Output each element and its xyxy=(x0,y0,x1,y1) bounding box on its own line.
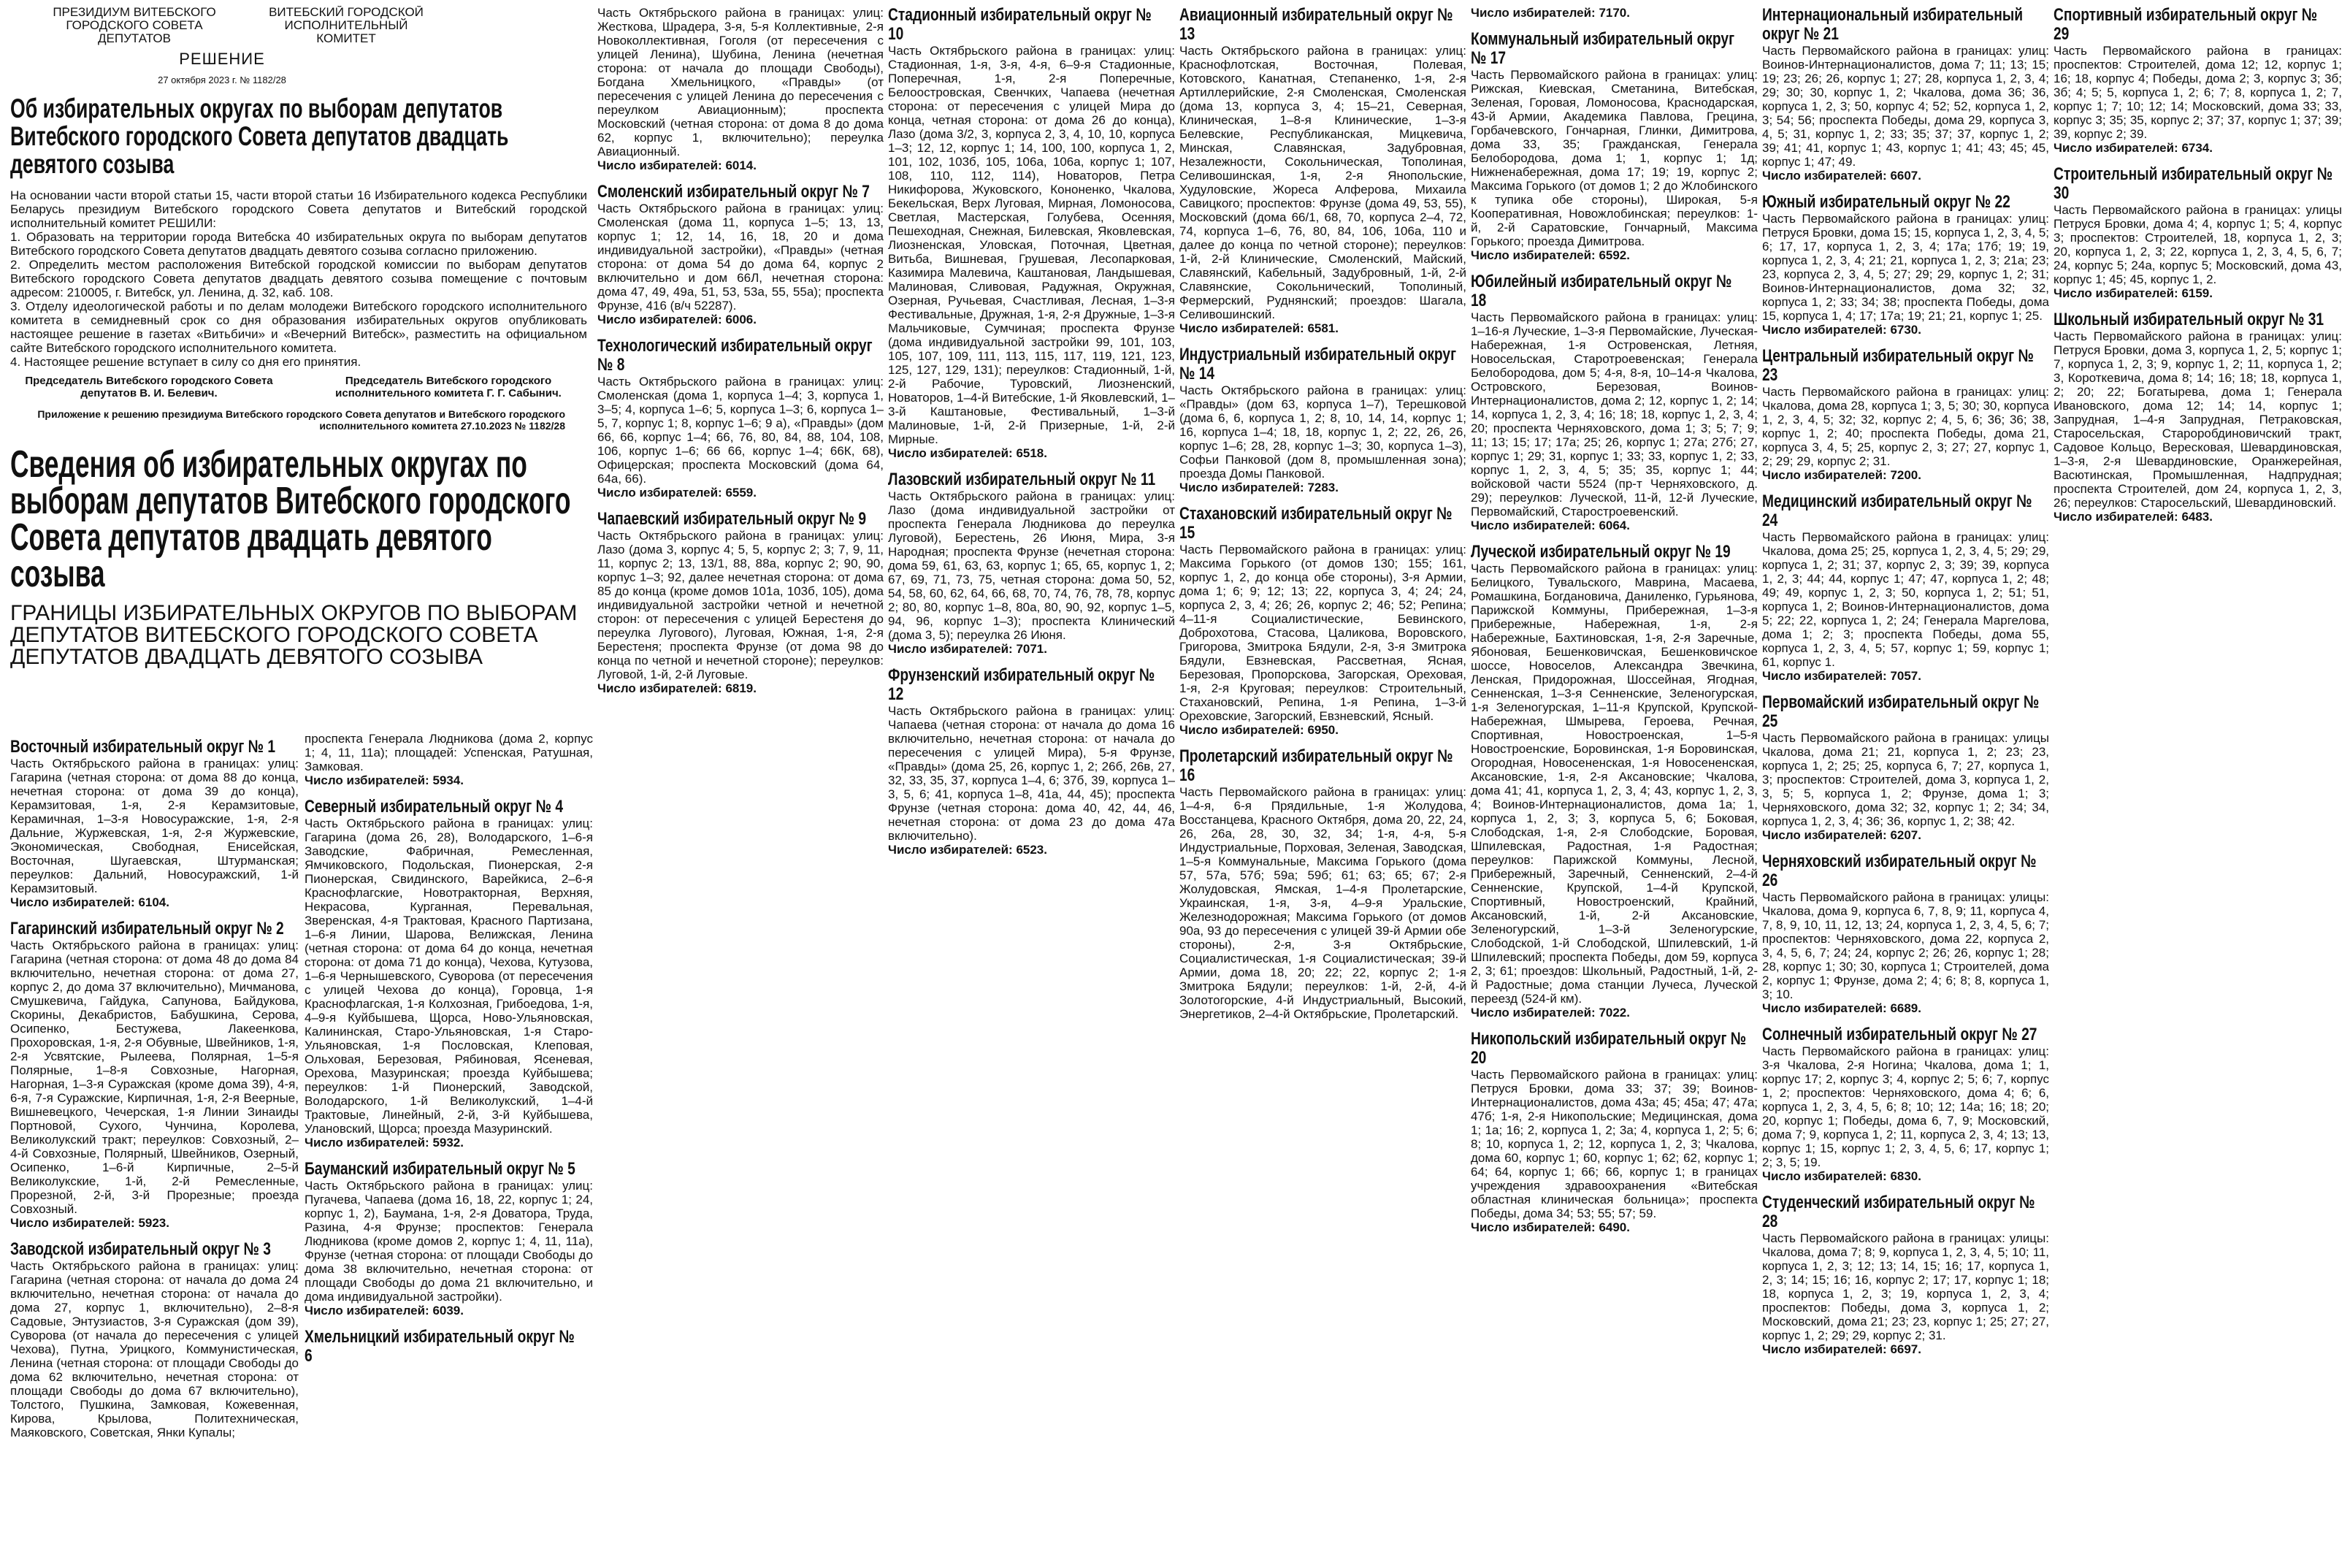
district-voters: Число избирателей: 6207. xyxy=(1762,828,1921,842)
district-text: Часть Первомайского района в границах: улицы: Чкалова, дома 7; 8; 9, корпуса 1, 2, 3, 4, 5; 10; 11, корпуса 1, 2, 3; 12; 13; 14, 15; 16; 17, корпуса 1, 2, 3; 14; 15; 16; 16, корпус 2; 17; 17, корпус 1; 18; 18, корпуса 1, 2, 3; 19, корпуса 1, 2, 3, 4; проспектов: Победы, дома 3, корпуса 1, 2; Московский, дома 21; 23; 23, корпус 1; 25; 27; 27, корпус 1, 2; 29; 29, корпус 2; 31. xyxy=(1762,1231,2049,1342)
district-name: Стахановский избирательный округ № 15 xyxy=(1179,504,1453,543)
district-text: Часть Октябрьского района в границах: улиц: Смоленская (дома 11, корпуса 1–5; 13, 13, корпус 1; 12, 14, 16, 18, 20 и дома индивидуальной застройки), «Правды» (четная сторона: от дома 54 до дома 64, корпус 2 включительно и дом 66Л, нечетная сторона: дома 47, 49, 49а, 51, 53, 53а, 55, 55а); проспекта Фрунзе, 416 (в/ч 52287). xyxy=(597,202,884,313)
district-name: Чапаевский избирательный округ № 9 xyxy=(597,509,867,529)
annex-note: Приложение к решению президиума Витебского городского Совета депутатов и Витебского городского исполнительного комитета 27.10.2023 № 1182/28 xyxy=(37,408,565,432)
district-voters: Число избирателей: 6734. xyxy=(2054,141,2213,155)
decree-heading xyxy=(69,50,375,88)
district xyxy=(1762,1193,2049,1356)
district-voters: Число избирателей: 6689. xyxy=(1762,1001,1921,1015)
district-text: Часть Первомайского района в границах: улиц: Петруся Бровки, дома 3, корпуса 1, 2, 5; корпус 1; 7, корпуса 1, 2, 3; 9, корпус 1, 2; 11, корпуса 1, 2; 3, Короткевича, дома 8; 14; 16; 18; 18, корпуса 1, 2; 20; 22; Богатырева, дома 1; Генерала Ивановского, дома 12; 14; 14, корпус 1; Запрудная, 1–4-я Запрудная, Петраковская, Старосельская, Староробдиновичский тракт, Садовое Кольцо, Вересковая, Шевардиновская, 1–3-я, 2-я Шевардиновские, Оранжерейная, Васютинская, Промышленная, Надпрудная; проспекта Строителей, дом 24, корпуса 1, 2, 3, 26; переулков: Старосельский, Шевардиновский. xyxy=(2054,329,2342,510)
district-name: Строительный избирательный округ № 30 xyxy=(2054,164,2333,203)
masthead xyxy=(47,6,434,45)
district xyxy=(1762,347,2049,482)
district xyxy=(1471,1030,1758,1234)
district-name: Фрунзенский избирательный округ № 12 xyxy=(888,665,1155,704)
district-name: Школьный избирательный округ № 31 xyxy=(2054,310,2324,329)
district-name: Медицинский избирательный округ № 24 xyxy=(1762,492,2032,530)
district-voters: Число избирателей: 6730. xyxy=(1762,323,1921,337)
district-text: Часть Первомайского района в границах: улиц: 3-я Чкалова, 2-я Ногина; Чкалова, дома 1; 1, корпус 17; 2, корпус 3; 4, корпус 2; 5; 6; 7, корпус 1, 2; проспектов: Черняховского, дома 4; 6; 6, корпуса 1, 2, 3, 4, 5, 6; 8; 10; 12; 14а; 16; 18; 20; 20, корпус 1; Победы, дома 6, 7, 9; Московский, дома 7; 9, корпуса 1, 2; 11, корпуса 2, 3, 4; 13; 13, корпус 1; 15, корпус 1; 2, 3, 4, 5, 6; 17, корпус 1; 2; 3, 5; 19. xyxy=(1762,1044,2049,1169)
signature-left: Председатель Витебского городского Совета депутатов В. И. Белевич. xyxy=(25,375,273,399)
district-voters: Число избирателей: 6950. xyxy=(1179,723,1339,737)
district xyxy=(597,337,884,500)
district-text: Часть Первомайского района в границах: улиц: Чкалова, дома 28, корпуса 1; 3, 5; 30; 30, корпуса 1, 2, 3, 4, 5; 32; 32, корпус 2; 4, 5, 6; 36; 36; 38, корпус 1, 2; 40; проспекта Победы, дома 21, корпуса 3, 4, 5; 25, корпус 2, 3; 27; 27, корпус 1, 2; 29; 29, корпус 2; 31. xyxy=(1762,385,2049,468)
district-voters: Число избирателей: 6518. xyxy=(888,446,1047,460)
district-voters: Число избирателей: 7200. xyxy=(1762,468,1921,482)
district xyxy=(1762,1025,2049,1183)
district xyxy=(10,919,299,1230)
decree-title: РЕШЕНИЕ xyxy=(179,50,265,68)
district-name: Лазовский избирательный округ № 11 xyxy=(888,470,1156,489)
district-name: Студенческий избирательный округ № 28 xyxy=(1762,1193,2035,1231)
district-voters: Число избирателей: 7170. xyxy=(1471,6,1630,20)
district-text: Часть Октябрьского района в границах: улиц: Лазо (дома 3, корпус 4; 5, 5, корпус 2; 3; 7, 9, 11, 11, корпус 2; 13, 13/1, 88, 88а, корпус 2; 90, 90, корпус 1–3; 92, далее нечетная сторона: от дома 85 до конца (кроме домов 101а, 103б, 105), дома индивидуальной застройки четной и нечетной сторон: от пересечения с улицей Берестеня до переулка Лугового), Луговая, Южная, 1-я, 2-я Берестеня; проспекта Фрунзе (от дома 98 до конца по четной и нечетной стороне); переулков: Луговой, 1-й, 2-й Луговые. xyxy=(597,529,884,681)
district-voters: Число избирателей: 6819. xyxy=(597,681,757,695)
district-column xyxy=(1471,6,1758,1563)
district-text: Часть Октябрьского района в границах: улиц: Краснофлотская, Восточная, Полевая, Котовского, Канатная, Степаненко, 1-я, 2-я Артиллерийские, 2-я Смоленская, Смоленская (дома 13, корпуса 3, 4; 15–21, Северная, Клиническая, 1–8-я Клинические, 1–3-я Белевские, Республиканская, Мицкевича, Минская, Славянская, Задубровная, Незалежности, Сокольническая, Тополиная, Селивошинская, 1-я, 2-я Янопольские, Худуловские, Жореса Алферова, Михаила Савицкого; проспектов: Фрунзе (дома 49, 53, 55), Московский (дома 66/1, 68, 70, корпуса 2–4, 72, 74, корпуса 1–6, 76, 80, 84, 106, 106а, 110 и далее до конца по четной стороне); переулков: 1-й, 2-й Клинические, Смоленский, Майский, Славянский, Кабельный, Задубровный, 1-й, 2-й Славянские, Сокольнический, Тополиный, Фермерский, Руднянский; проездов: Шагала, Селивошинский. xyxy=(1179,44,1466,321)
district-name: Коммунальный избирательный округ № 17 xyxy=(1471,29,1735,68)
district-column xyxy=(305,732,593,1563)
district xyxy=(1179,747,1466,1021)
district-voters: Число избирателей: 7283. xyxy=(1179,481,1339,494)
district xyxy=(2054,165,2342,300)
district-text: Часть Первомайского района в границах: улиц: 1–16-я Луческие, 1–3-я Первомайские, Луческая-Набережная, 1-я Островенская, Летняя, Новосельская, Старотроевенская; Генерала Белобородова, дом 5; 4-я, 8-я, 10–14-я Чкалова, Островского, Березовая, Воинов-Интернационалистов, дома 2; 12, корпус 1, 2; 14; 14, корпуса 1, 2, 3, 4; 16; 18; 18, корпус 1, 2, 3, 4; 20; проспекта Черняховского, дома 1; 3; 5; 7; 9; 11; 13; 15; 17; 17а; 25; 26, корпус 1; 27а; 27б; 27, корпус 1; 29; 31, корпус 1; 33; 33, корпус 1, 2; 33, корпус 1, 2, 3, 4, 5; 35; 35, корпус 1; 44; войсковой части 5524 (пр-т Черняховского, д. 29); переулков: Луческой, 11-й, 12-й Луческие, Первомайский, Старостроевенский. xyxy=(1471,310,1758,519)
district-name: Спортивный избирательный округ № 29 xyxy=(2054,6,2318,44)
presidium-name: ПРЕЗИДИУМ ВИТЕБСКОГО ГОРОДСКОГО СОВЕТА ДЕПУТАТОВ xyxy=(53,6,216,45)
district-name: Никопольский избирательный округ № 20 xyxy=(1471,1029,1747,1068)
district-text: Часть Первомайского района в границах: улицы Чкалова, дома 21; 21, корпуса 1, 2; 23; 23, корпуса 1, 2; 25; 25, корпуса 6, 7; 27, корпуса 1, 3; проспектов: Строителей, дома 3, корпуса 1, 2, 3, 5; 5, корпуса 1, 2; Фрунзе, дома 1; 3; Черняховского, дома 32; 32, корпус 1; 2; 34; 34, корпуса 1, 2, 3, 4; 36; 36, корпус 1, 2; 38; 42. xyxy=(1762,731,2049,828)
district-name: Гагаринский избирательный округ № 2 xyxy=(10,919,284,938)
district-column xyxy=(2054,6,2342,1563)
district-text: Часть Первомайского района в границах: улиц: 1–4-я, 6-я Прядильные, 1-я Жолудова, Восстанцева, Красного Октября, дома 20, 22, 24, 26, 26а, 28, 30, 32, 34; 1-я, 4-я, 5-я Индустриальные, Порховая, Зеленая, Заводская, 1–5-я Коммунальные, Максима Горького (дома 57, 57а, 57б; 59а; 59б; 61; 63; 65; 67; 2-я Жолудовская, Ямская, 1–4-я Пролетарские, Украинская, 1-я, 3-я, 4–9-я Уральские, Железнодорожная; Максима Горького (от домов 90а, 93 до пересечения с улицей 39-й Армии обе стороны), 2-я, 3-я Октябрьские, Социалистическая, 1-я Социалистическая; 39-й Армии, дома 18, 20; 22; 22, корпус 2; 1-я Змитрока Бядули; переулков: 1-й, 2-й, 4-й Золотогорские, 4-й Индустриальный, Высокий, Энергетиков, 2–4-й Октябрьские, Пролетарский. xyxy=(1179,785,1466,1021)
district-text: Часть Октябрьского района в границах: улиц: Гагарина (четная сторона: от начала до дома 24 включительно, нечетная сторона: от начала до дома 27, корпус 1, включительно), 2–8-я Садовые, Энтузиастов, 3-я Суражская (дом 39), Суворова (от начала до пересечения с улицей Чехова), Путна, Урицкого, Коммунистическая, Ленина (четная сторона: от площади Свободы до дома 62 включительно, нечетная сторона: от площади Свободы до дома 67 включительно), Толстого, Пушкина, Замковая, Кожевенная, Кирова, Крылова, Политехническая, Маяковского, Советская, Янки Купалы; xyxy=(10,1259,299,1439)
district-voters: Число избирателей: 6697. xyxy=(1762,1342,1921,1356)
district-name: Центральный избирательный округ № 23 xyxy=(1762,346,2034,385)
overflow-holder xyxy=(1762,6,1763,7)
district-text: Часть Октябрьского района в границах: улиц: Гагарина (дома 26, 28), Володарского, 1–6-я Заводские, Фабричная, Ремесленная, Ямчиковского, Подольская, Пионерская, 2-я Пионерская, Свидинского, Варейкиса, 2–6-я Краснофлагские, Новотракторная, Верхняя, Некрасова, Курганная, Перевальная, Зверенская, 4-я Трактовая, Красного Партизана, 1–6-я Линии, Шарова, Велижская, Ленина (четная сторона: от дома 64 до конца, нечетная сторона: от дома 71 до конца), Чехова, Кутузова, 1–6-я Чернышевского, Суворова (от пересечения с улицей Чехова до конца), Горовца, 1-я Краснофлагская, 1-я Колхозная, Грибоедова, 1-я, 4–9-я Куйбышева, Щорса, Ново-Ульяновская, Калининская, Старо-Ульяновская, 1-я Старо-Ульяновская, 1-я Пословская, Клеповая, Ольховая, Березовая, Рябиновая, Ясеневая, Орехова, Мазуринская; проезда Куйбышева; переулков: 1-й Пионерский, Заводской, Володарского, 1-й Великолукский, 1–4-й Трактовые, Линейный, 2-й, 3-й Куйбышева, Улановский, Щорса; проезда Мазуринский. xyxy=(305,816,593,1136)
district xyxy=(305,798,593,1150)
boundaries-title: ГРАНИЦЫ ИЗБИРАТЕЛЬНЫХ ОКРУГОВ ПО ВЫБОРАМ ДЕПУТАТОВ ВИТЕБСКОГО ГОРОДСКОГО СОВЕТА ДЕПУТАТОВ ДВАДЦАТЬ ДЕВЯТОГО СОЗЫВА xyxy=(10,601,578,669)
district-voters: Число избирателей: 7057. xyxy=(1762,669,1921,683)
district xyxy=(1471,272,1758,532)
district xyxy=(888,666,1175,857)
district xyxy=(1179,505,1466,737)
decision-point: 2. Определить местом расположения Витебской городской комиссии по выборам депутатов Витебского городского Совета депутатов двадцать девятого созыва помещение с почтовым адресом: 210005, г. Витебск, ул. Ленина, д. 32, каб. 108. xyxy=(10,258,587,299)
district-voters: Число избирателей: 6064. xyxy=(1471,519,1630,532)
district-name: Индустриальный избирательный округ № 14 xyxy=(1179,345,1457,383)
signatures xyxy=(10,375,587,399)
district xyxy=(1762,693,2049,842)
district-text: Часть Октябрьского района в границах: улиц: Лазо (дома индивидуальной застройки от проспекта Генерала Людникова до переулка Луговой), Берестень, 26 Июня, Мира, 3-я Народная; проспекта Фрунзе (нечетная сторона: дома 59, 61, 63, 63, корпус 1; 65, 65, корпус 1, 2; 67, 69, 71, 73, 75, четная сторона: дома 50, 52, 54, 58, 60, 62, 64, 66, 68, 70, 74, 76, 78, 78, корпус 2; 80, 80, корпус 1–8, 80а, 80, 90, 92, корпус 1–5, 94, 96, корпус 1–3); проспекта Клинический (дома 3, 5); переулка 26 Июня. xyxy=(888,489,1175,642)
district-text: Часть Первомайского района в границах: улицы Петруся Бровки, дома 4; 4, корпус 1; 5; 4, корпус 3; проспектов: Строителей, 18, корпуса 1, 2, 3; 20, корпуса 1, 2, 3; 22, корпуса 1, 2, 3, 4, 5, 6, 7; 24, корпус 5; 24а, корпус 5; Московский, дома 43, корпус 1; 45; 45, корпус 1, 2. xyxy=(2054,203,2342,286)
district xyxy=(1762,6,1763,7)
district-name xyxy=(1762,6,1763,7)
decision-point: 1. Образовать на территории города Витебска 40 избирательных округа по выборам депутатов Витебского городского Совета депутатов двадцать девятого созыва согласно приложению. xyxy=(10,230,587,258)
district-name: Северный избирательный округ № 4 xyxy=(305,797,564,816)
district-text: Часть Первомайского района в границах: улиц: Белицкого, Тувальского, Маврина, Масаева, Ромашкина, Богдановича, Даниленко, Гурьянова, Парижской Коммуны, Прибережная, 1–3-я Прибережные, Набережная, 1-я, 2-я Набережные, Бахтиновская, 1-я, 2-я Заречные, Ябоновая, Бешенковичская, Бешенковичское шоссе, Новоселов, Александра Звечкина, Ленская, Придорожная, Шоссейная, Ягодная, Сенненская, 1–3-я Сенненские, Зеленогурская, 1-я Зеленогурская, 1–11-я Крупской, Крупской-Набережная, Шмырева, Героева, Речная, Спортивная, Новостроенская, 1–5-я Новостроенские, Боровинская, 1-я Боровинская, Огородная, Новосененская, 1-я Новосененская, Аксановские, 1-я, 2-я Аксановские; Чкалова, дома 41; 41, корпуса 1, 2, 3, 4; 43, корпус 1, 2, 3, 4; Воинов-Интернационалистов, дома 1а; 1, корпуса 1, 2, 3; 3, корпуса 5, 6; Боковая, Слободская, 1-я, 2-я Слободские, Боровая, Шпилевская, Радостная, 1-я Радостная; переулков: Парижской Коммуны, Лесной, Прибережный, Заречный, Сенненский, 2–4-й Сенненские, Крупской, 1–4-й Крупской, Спортивный, Новостроенский, Крайний, Аксановский, 1-й, 2-й Аксановские, Зеленогурский, 1–3-й Зеленогурские, Слободской, 1-й Слободской, Шпилевский, 1-й Шпилевский; проспекта Победы, дом 59, корпуса 2, 3; 61; проездов: Школьный, Радостный, 1-й, 2-й Радостные; дома станции Лучеса, Луческой переезд (524-й км). xyxy=(1471,562,1758,1006)
signature-right: Председатель Витебского городского исполнительного комитета Г. Г. Сабынич. xyxy=(335,375,562,399)
district-text: Часть Первомайского района в границах: улиц: Чкалова, дома 25; 25, корпуса 1, 2, 3, 4, 5; 29; 29, корпуса 1, 2; 31; 37, корпус 2, 3; 39; 39, корпуса 1, 2, 3; 44; 44, корпус 1; 47; 47, корпуса 1, 2; 48; 49; 49, корпус 1, 2, 3; 50, корпуса 1, 2; 51; 51, корпуса 1, 2; Воинов-Интернационалистов, дома 5; 22; 22, корпуса 1, 2; 24; Генерала Маргелова, дома 1; 2; 3; проспекта Победы, дома 55, корпуса 1, 2, 3, 4, 5; 57, корпус 1; 59, корпус 1; 61, корпус 1. xyxy=(1762,530,2049,669)
district-name: Луческой избирательный округ № 19 xyxy=(1471,542,1731,562)
district-name: Черняховский избирательный округ № 26 xyxy=(1762,852,2037,890)
decision-point: 3. Отделу идеологической работы и по делам молодежи Витебского городского исполнительного комитета в семидневный срок со дня образования избирательных округов опубликовать настоящее решение в газетах «Витьбичи» и «Вечерний Витебск», разместить на официальном сайте Витебского городского исполнительного комитета. xyxy=(10,299,587,355)
district-voters: Число избирателей: 6159. xyxy=(2054,286,2213,300)
district-text: Часть Первомайского района в границах: проспектов: Строителей, дома 12; 12, корпус 1; 16; 18, корпус 4; Победы, дома 2; 3, корпус 3; 3б; 3б; 4; 5; 5, корпуса 1, 2; 6; 7; 8, корпуса 1, 2; 7, корпус 1; 7; 10; 12; 14; Московский, дома 33; 33, корпус 3; 35; 35, корпус 2; 37; 37, корпус 1; 37; 39; 39, корпус 2; 39. xyxy=(2054,44,2342,141)
district-voters: Число избирателей: 5923. xyxy=(10,1216,169,1230)
district-voters: Число избирателей: 5934. xyxy=(305,773,464,787)
district-voters: Число избирателей: 6490. xyxy=(1471,1220,1630,1234)
executive-committee-name: ВИТЕБСКИЙ ГОРОДСКОЙ ИСПОЛНИТЕЛЬНЫЙ КОМИТЕТ xyxy=(269,6,424,45)
decision-title: Об избирательных округах по выборам депутатов Витебского городского Совета депутатов двадцать девятого созыва xyxy=(10,93,509,179)
district-column xyxy=(1762,6,2049,1563)
district xyxy=(1762,193,2049,337)
district-name: Восточный избирательный округ № 1 xyxy=(10,737,276,757)
district xyxy=(2054,6,2342,155)
district-name: Бауманский избирательный округ № 5 xyxy=(305,1159,575,1179)
info-title: Сведения об избирательных округах по выборам депутатов Витебского городского Совета депутатов двадцать девятого созыва xyxy=(10,443,571,595)
district xyxy=(1762,852,2049,1015)
district xyxy=(305,1328,593,1366)
district-name: Южный избирательный округ № 22 xyxy=(1762,192,2010,212)
district-text: Часть Первомайского района в границах: улиц: Петруся Бровки, дома 15; 15, корпуса 1, 2, 3, 4, 5; 6; 17, 17, корпуса 1, 2, 3, 4; 17а; 17б; 19; 19, корпуса 1, 2, 3, 4; 21; 21, корпуса 1, 2, 3; 21а; 23; 23, корпуса 2, 3, 4, 5; 27; 29; 29, корпус 1, 2; 31; Воинов-Интернационалистов, дома 32; 32, корпуса 1, 2; 33; 34; 38; проспекта Победы, дома 15, корпуса 1, 4; 17; 17а; 19; 21; 21, корпус 1; 25. xyxy=(1762,212,2049,323)
district xyxy=(1471,30,1758,262)
district-name: Стадионный избирательный округ № 10 xyxy=(888,6,1152,44)
district-name: Интернациональный избирательный округ № 21 xyxy=(1762,6,2024,44)
district xyxy=(888,470,1175,656)
district-column xyxy=(1179,6,1466,1563)
district-voters: Число избирателей: 6607. xyxy=(1762,169,1921,183)
district-voters: Число избирателей: 6483. xyxy=(2054,510,2213,524)
district xyxy=(1179,6,1466,335)
district-text: Часть Октябрьского района в границах: улиц: Чапаева (четная сторона: от начала до дома 16 включительно, нечетная сторона: от начала до пересечения с улицей Мира), 5-я Фрунзе, «Правды» (дома 25, 26, корпус 1, 2; 26б, 26в, 27, 32, 33, 35, 37, корпуса 1–4, 6; 37б, 39, корпуса 1–3, 5, 6; 41, корпуса 1–8, 41а, 44, 45); проспекта Фрунзе (четная сторона: дома 40, 42, 44, 46, нечетная сторона: от дома 23 до дома 47а включительно). xyxy=(888,704,1175,843)
district-column xyxy=(10,738,299,1450)
district-text: Часть Октябрьского района в границах: улиц: Гагарина (четная сторона: от дома 48 до дома 84 включительно, нечетная сторона: от дома 27, корпус 2, до дома 37 включительно), Мичманова, Смушкевича, Гайдука, Сапунова, Байдукова, Скорины, Декабристов, Бабушкина, Серова, Осипенко, Бестужева, Лакеенкова, Прохоровская, 1-я, 2-я Обувные, Швейников, 1-я, 2-я Усвятские, Рылеева, Полярная, 1–5-я Полярные, 1–8-я Совхозные, Нагорная, Нагорная, 1–3-я Суражская (кроме дома 39), 4-я, 6-я, 7-я Суражские, Кирпичная, 1-я, 2-я Веерные, Вишневецкого, Чечерская, 1-я Линии Зинаиды Портновой, Сухого, Чунчина, Королева, Великолукский тракт; переулков: Совхозный, 2–4-й Совхозные, Полярный, Швейников, Озерный, Осипенко, 1–6-й Кирпичные, 2–5-й Великолукские, 1-й, 2-й Ремесленные, Прорезной, 2-й, 3-й Прорезные; проезда Совхозный. xyxy=(10,938,299,1216)
district xyxy=(305,732,593,787)
district xyxy=(1471,543,1758,1020)
district xyxy=(597,6,884,172)
district-column xyxy=(597,6,884,1563)
district xyxy=(597,183,884,326)
district-name: Солнечный избирательный округ № 27 xyxy=(1762,1025,2037,1044)
district xyxy=(10,1240,299,1439)
district-text: Часть Первомайского района в границах: улиц: Максима Горького (от домов 130; 155; 161, корпус 1, 2, до конца обе стороны), 3-я Армии, дома 1; 6; 9; 12; 13; 22, корпуса 3, 4; 24; 24, корпуса 2, 3, 4; 26; 26, корпус 2; 46; 52; Репина; 4–11-я Социалистические, Бевинского, Доброхотова, Стасова, Цаликова, Воровского, Григорова, Змитрока Бядули, 2-я, 3-я Змитрока Бядули, Евзневская, Рассветная, Ясная, Березовая, Пропорскова, Загорская, Ореховая, 1-я, 2-я Круговая; переулков: Строительный, Стахановский, Репина, 1-я Репина, 1–3-й Ореховские, Загорский, Евзневский, Ясный. xyxy=(1179,543,1466,723)
district-name: Заводской избирательный округ № 3 xyxy=(10,1239,271,1259)
district-text: проспекта Генерала Людникова (дома 2, корпус 1; 4, 11, 11а); площадей: Успенская, Ратушная, Замковая. xyxy=(305,732,593,773)
district-text: Часть Первомайского района в границах: улиц: Рижская, Киевская, Сметанина, Витебская, Зеленая, Горовая, Ломоносова, Краснодарская, 43-й Армии, Академика Павлова, Грецина, Горбачевского, Гончарная, Глинки, Димитрова, дома 33, 35; Гражданская, Генерала Белобородова, дома 1; 1, корпус 1; 1д; Нижненабережная, дома 17; 19; 19, корпус 2; Максима Горького (от домов 1; 2 до Жлобинского к тупика обе стороны), Широкая, 5-я Кооперативная, Новожлобинская; переулков: 1-й, 2-й Саратовские, Гончарный, Максима Горького; проезда Димитрова. xyxy=(1471,68,1758,248)
district-column xyxy=(888,6,1175,1563)
district-name: Технологический избирательный округ № 8 xyxy=(597,336,873,375)
district-name: Авиационный избирательный округ № 13 xyxy=(1179,6,1453,44)
district-text: Часть Первомайского района в границах: улиц: Петруся Бровки, дома 33; 37; 39; Воинов-Интернационалистов, дома 43а; 45; 45а; 47; 47а; 47б; 1-я, 2-я Никопольские; Медицинская, дома 1; 1а; 16; 2, корпуса 1, 2; 3а; 4, корпуса 1, 2; 5; 6; 8; 10, корпуса 1, 2; 12, корпуса 1, 2, 3; Чкалова, дома 60, корпус 1; 60, корпус 1; 62; 62, корпус 1; 64; 64, корпус 1; 66; 66, корпус 1; в границах учреждения здравоохранения «Витебская областная клиническая больница»; проспекта Победы, дома 34; 53; 55; 57; 59. xyxy=(1471,1068,1758,1220)
district-name: Юбилейный избирательный округ № 18 xyxy=(1471,272,1732,310)
district-voters: Число избирателей: 6581. xyxy=(1179,321,1339,335)
district xyxy=(10,738,299,909)
district xyxy=(888,6,1175,460)
district xyxy=(2054,310,2342,524)
district xyxy=(305,1160,593,1317)
district-voters: Число избирателей: 6559. xyxy=(597,486,757,500)
district-name: Хмельницкий избирательный округ № 6 xyxy=(305,1327,575,1366)
district-voters: Число избирателей: 6830. xyxy=(1762,1169,1921,1183)
district-name: Первомайский избирательный округ № 25 xyxy=(1762,692,2040,731)
district-name: Смоленский избирательный округ № 7 xyxy=(597,182,870,202)
decision-intro: На основании части второй статьи 15, части второй статьи 16 Избирательного кодекса Республики Беларусь президиум Витебского городского Совета депутатов и Витебский городской исполнительный комитет РЕШИЛИ: xyxy=(10,188,587,230)
district xyxy=(1471,6,1758,20)
decision-point: 4. Настоящее решение вступает в силу со дня его принятия. xyxy=(10,355,361,369)
district-text: Часть Октябрьского района в границах: улиц: Смоленская (дома 1, корпуса 1–4; 3, корпуса 1, 3–5; 4, корпуса 1–6; 5, корпуса 1–3; 6, корпуса 1–5, 7, корпус 1; 8, корпус 1–6; 9 а), «Правды» (дом 66, 66, корпус 1–4; 66, 76, 80, 84, 88, 104, 108, 106, корпус 1–6; 66 66, корпус 1–4; 66К, 68), Офицерская; проспекта Московский (дома 64, 64а, 66). xyxy=(597,375,884,486)
district-voters: Число избирателей: 6006. xyxy=(597,313,757,326)
district xyxy=(1179,345,1466,494)
district-name: Пролетарский избирательный округ № 16 xyxy=(1179,746,1453,785)
district-voters: Число избирателей: 7022. xyxy=(1471,1006,1630,1020)
district-voters: Число избирателей: 5932. xyxy=(305,1136,464,1150)
district-voters: Число избирателей: 6014. xyxy=(597,158,757,172)
district xyxy=(1762,6,2049,183)
district-text: Часть Первомайского района в границах: улиц: Воинов-Интернационалистов, дома 7; 11; 13; 15; 19; 23; 26; 26, корпус 1; 27; 28, корпуса 1, 2, 3, 4; 29; 30; 30, корпус 1, 2; Чкалова, дома 36; 36, корпуса 1, 2, 3; 50, корпус 4; 52; 52, корпуса 1, 2, 3; 54; 56; проспекта Победы, дома 29, корпуса 3, 4, 5; 31, корпус 1, 2; 33; 35; 37; 37, корпус 1, 2; 39; 41; 41, корпус 1; 43, корпус 1; 41; 43; 45; 45, корпус 1; 47; 49. xyxy=(1762,44,2049,169)
district-text: Часть Октябрьского района в границах: улиц: Стадионная, 1-я, 3-я, 4-я, 6–9-я Стадионные, Поперечная, 1-я, 2-я Поперечные, Белоостровская, Свенчких, Чапаева (нечетная сторона: от пересечения с улицей Мира до конца, четная сторона: от дома 26 до конца), Лазо (дома 3/2, 3, корпуса 2, 3, 4, 10, 10, корпуса 1–3; 12, 12, корпус 1; 14, 100, 100, корпуса 1, 2, 101, 102, 103б, 105, 106а, 106а, корпус 1; 107, 108, 110, 112, 114), Новаторов, Петра Никифорова, Жуковского, Кононенко, Чкалова, Бекельская, Верх Луговая, Мирная, Ломоносова, Светлая, Мастерская, Голубева, Осенняя, Пешеходная, Снежная, Билевская, Яковлевская, Лиозненская, Уловская, Поточная, Цветная, Витьба, Вишневая, Грушевая, Лесопарковая, Казимира Малевича, Каштановая, Ландышевая, Малиновая, Сливовая, Радужная, Окружная, Озерная, Ручьевая, Счастливая, Лесная, 1–3-я Фестивальные, Дружная, 1-я, 2-я Дружные, 1–3-я Мальчиковые, Сумчиная; проспекта Фрунзе (дома индивидуальной застройки 99, 101, 103, 105, 107, 109, 111, 113, 115, 117, 119, 121, 123, 125, 127, 129, 131); переулков: Стадионный, 1-й, 2-й Рабочие, Туровский, Лиозненский, Новаторов, 1–4-й Витебские, 1-й Яковлевский, 1–3-й Каштановые, Фестивальный, 1–3-й Малиновые, 1-й, 2-й Призерные, 1-й, 2-й Мирные. xyxy=(888,44,1175,446)
district-voters: Число избирателей: 6592. xyxy=(1471,248,1630,262)
district-voters: Число избирателей: 6039. xyxy=(305,1304,464,1317)
district-text: Часть Октябрьского района в границах: улиц: Пугачева, Чапаева (дома 16, 18, 22, корпус 1; 24, корпус 1, 2), Баумана, 1-я, 2-я Доватора, Труда, Разина, 4-я Фрунзе; проспектов: Генерала Людникова (кроме домов 2, корпус 1; 4, 11, 11а), Фрунзе (четная сторона: от площади Свободы до дома 38 включительно, нечетная сторона: от площади Свободы до дома 21 включительно, и дома индивидуальной застройки). xyxy=(305,1179,593,1304)
decree-date: 27 октября 2023 г. № 1182/28 xyxy=(158,74,286,85)
district-text: Часть Первомайского района в границах: улицы: Чкалова, дома 9, корпуса 6, 7, 8, 9; 11, корпуса 4, 7, 8, 9, 10, 11, 12, 13; 24, корпуса 1, 2, 3, 4, 5, 6; 7; проспектов: Черняховского, дома 22, корпуса 2, 3, 4, 5, 6, 7; 24; 24, корпус 2; 26; 26, корпус 1; 28; 28, корпус 1; 30; 30, корпуса 1; Строителей, дома 2, корпус 1; Фрунзе, дома 2; 4; 6; 8; 8, корпуса 1, 3; 10. xyxy=(1762,890,2049,1001)
district xyxy=(1762,492,2049,683)
district-text: Часть Октябрьского района в границах: улиц: Гагарина (четная сторона: от дома 88 до конца, нечетная сторона: от дома 39 до конца), Керамзитовая, 1-я, 2-я Керамзитовые, Керамичная, 1–3-я Новосуражские, 1-я, 2-я Дальние, Журжевская, 1-я, 2-я Журжевские, Экономическая, Свободная, Енисейская, Восточная, Шугаевская, Штурманская; переулков: Дальний, Новосуражский, 1-й Керамзитовый. xyxy=(10,757,299,895)
district-voters: Число избирателей: 6523. xyxy=(888,843,1047,857)
district-voters: Число избирателей: 7071. xyxy=(888,642,1047,656)
district xyxy=(597,510,884,695)
district-text: Часть Октябрьского района в границах: улиц: «Правды» (дом 63, корпуса 1–7), Терешковой (дома 6, 6, корпуса 1, 2; 8, 10, 14, 14, корпус 1; 16, корпуса 1–4; 18, 18, корпус 1, 2; 22, 26, 26, корпус 1–6; 28, 28, корпус 1–3; 30, корпуса 1–3), Софьи Панковой (дом 8, промышленная зона); проезда Домы Панковой. xyxy=(1179,383,1466,481)
district-text: Часть Октябрьского района в границах: улиц: Жесткова, Шрадера, 3-я, 5-я Коллективные, 2-я Новоколлективная, Гоголя (от пересечения с улицей Ленина), Шубина, Ленина (нечетная сторона: от начала до площади Свободы), Богдана Хмельницкого, «Правды» (от пересечения с улицей Ленина до пересечения с переулком Авиационным); проспекта Московский (четная сторона: от дома 8 до дома 62, корпус 1, включительно); переулка Авиационный. xyxy=(597,6,884,158)
district-voters: Число избирателей: 6104. xyxy=(10,895,169,909)
